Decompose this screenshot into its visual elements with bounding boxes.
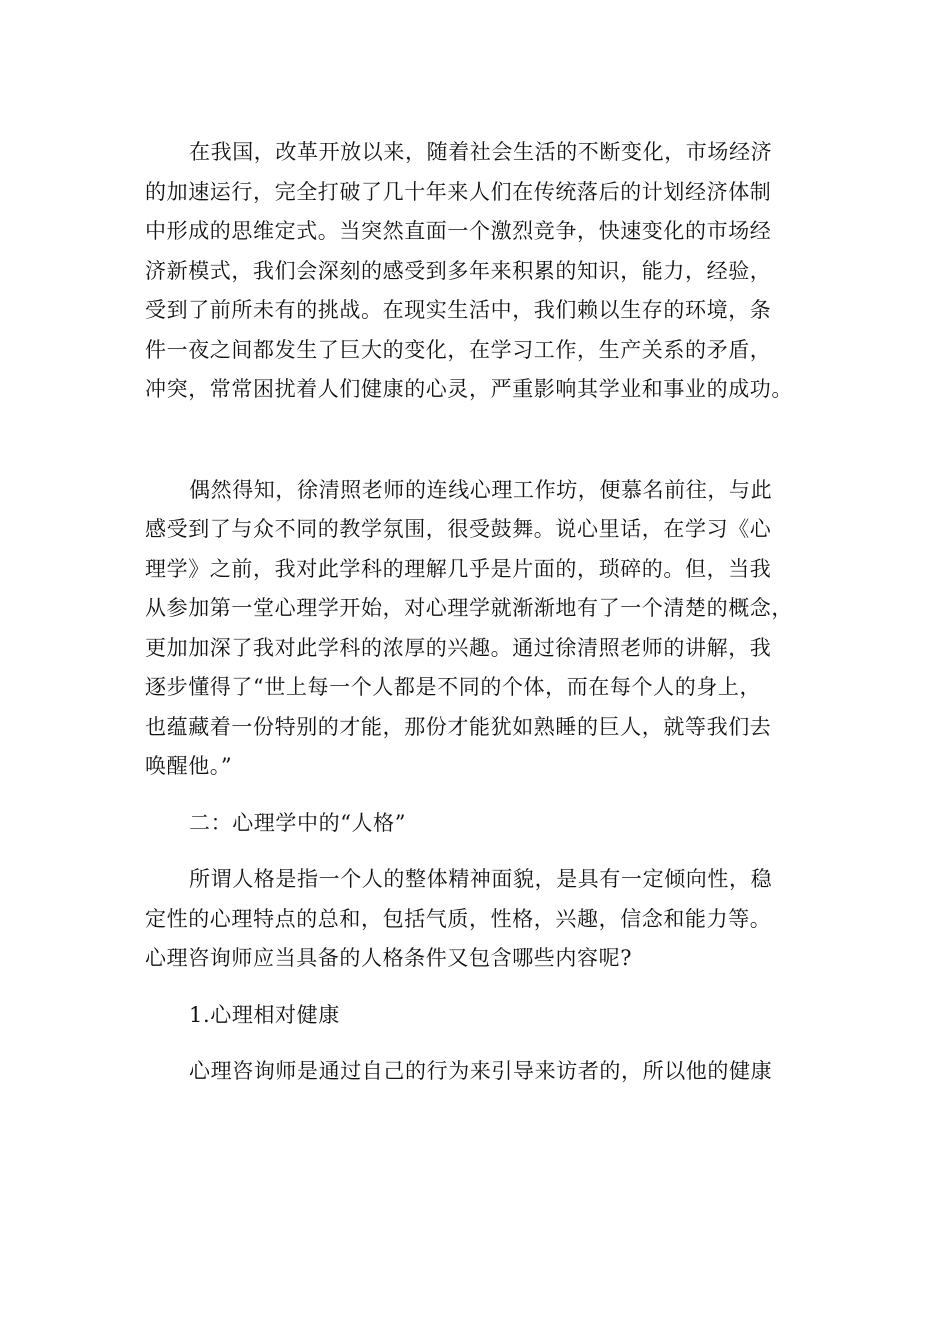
paragraph-spacer [145,787,825,804]
text-line: 从参加第一堂心理学开始，对心理学就渐渐地有了一个清楚的概念， [145,596,793,620]
text-line: 逐步懂得了“世上每一个人都是不同的个体，而在每个人的身上， [145,675,762,699]
text-line: 在我国，改革开放以来，随着社会生活的不断变化，市场经济 [189,140,773,164]
paragraph-personality [145,860,825,979]
document-body [145,133,825,1092]
text-line: 所谓人格是指一个人的整体精神面貌，是具有一定倾向性，稳 [189,867,773,891]
text-line: 冲突，常常困扰着人们健康的心灵，严重影响其学业和事业的成功。 [145,377,793,401]
text-line: 济新模式，我们会深刻的感受到多年来积累的知识，能力，经验， [145,258,772,283]
text-line: 也蕴藏着一份特别的才能，那份才能犹如熟睡的巨人，就等我们去 [145,714,772,739]
text-line: 定性的心理特点的总和，包括气质，性格，兴趣，信念和能力等。 [145,906,772,931]
section-heading: 二：心理学中的“人格” [189,810,407,835]
paragraph-reform [145,133,825,410]
text-line: 受到了前所未有的挑战。在现实生活中，我们赖以生存的环境，条 [145,298,772,322]
text-line: 心理咨询师应当具备的人格条件又包含哪些内容呢? [145,946,633,970]
text-line: 中形成的思维定式。当突然直面一个激烈竞争，快速变化的市场经 [145,219,772,243]
text-line: 感受到了与众不同的教学氛围，很受鼓舞。说心里话，在学习《心 [145,517,772,541]
paragraph-workshop [145,471,825,787]
text-line: 件一夜之间都发生了巨大的变化，在学习工作，生产关系的矛盾， [145,337,772,362]
paragraph-spacer [145,843,825,860]
text-line: 理学》之前，我对此学科的理解几乎是片面的，琐碎的。但，当我 [145,556,772,581]
paragraph-spacer [145,979,825,996]
paragraph-health [145,1052,825,1092]
text-line: 心理咨询师是通过自己的行为来引导来访者的，所以他的健康 [189,1059,773,1083]
subheading: 1.心理相对健康 [189,1002,340,1027]
text-line: 更加加深了我对此学科的浓厚的兴趣。通过徐清照老师的讲解，我 [145,635,772,660]
text-line: 的加速运行，完全打破了几十年来人们在传统落后的计划经济体制 [145,179,772,204]
text-line: 唤醒他。” [145,754,233,778]
paragraph-spacer [145,410,825,471]
text-line: 偶然得知，徐清照老师的连线心理工作坊，便慕名前往，与此 [189,477,773,502]
paragraph-spacer [145,1035,825,1052]
